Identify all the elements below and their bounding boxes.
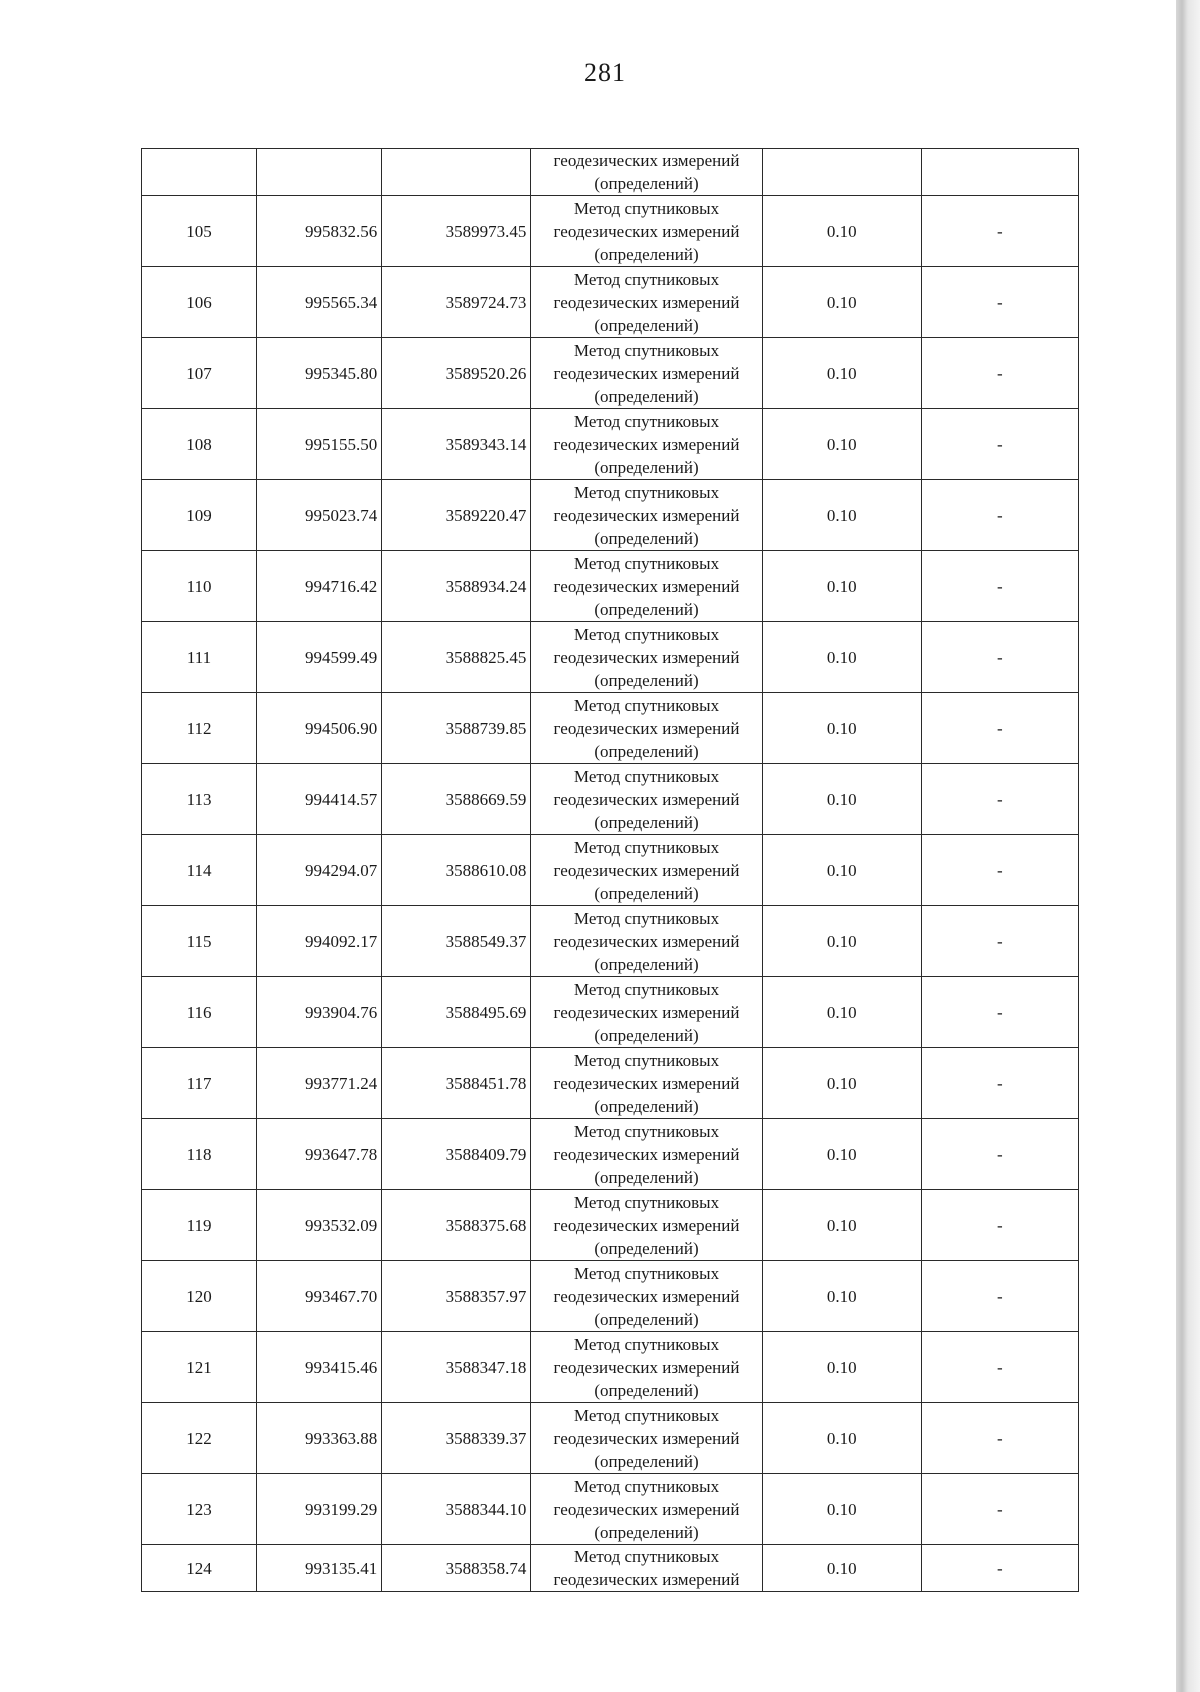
method-line: геодезических измерений	[553, 1073, 740, 1093]
cell-y: 3589520.26	[382, 338, 531, 409]
cell-y: 3588409.79	[382, 1119, 531, 1190]
method-line: (определений)	[594, 1309, 699, 1329]
cell-method	[531, 622, 762, 693]
cell-x: 993135.41	[257, 1545, 382, 1592]
cell-y: 3589220.47	[382, 480, 531, 551]
method-line: Метод спутниковых	[573, 1263, 720, 1283]
method-line: (определений)	[594, 741, 699, 761]
method-line: Метод спутниковых	[573, 766, 720, 786]
method-line: геодезических измерений	[553, 1215, 740, 1235]
method-line: (определений)	[594, 1380, 699, 1400]
table-row	[142, 196, 1079, 267]
method-line: Метод спутниковых	[573, 482, 720, 502]
table-row	[142, 977, 1079, 1048]
cell-point-number: 108	[142, 409, 257, 480]
cell-note: -	[921, 693, 1078, 764]
method-line: геодезических измерений	[553, 1144, 740, 1164]
cell-note: -	[921, 480, 1078, 551]
method-line: геодезических измерений	[553, 1357, 740, 1377]
cell-method	[531, 1545, 762, 1592]
cell-method	[531, 1474, 762, 1545]
cell-note: -	[921, 977, 1078, 1048]
cell-method	[531, 977, 762, 1048]
table-row	[142, 409, 1079, 480]
cell-method	[531, 480, 762, 551]
cell-note: -	[921, 196, 1078, 267]
cell-point-number: 119	[142, 1190, 257, 1261]
cell-x: 993647.78	[257, 1119, 382, 1190]
method-line: Метод спутниковых	[573, 1547, 720, 1566]
method-line: (определений)	[594, 174, 699, 193]
cell-accuracy: 0.10	[762, 551, 921, 622]
method-line: Метод спутниковых	[573, 837, 720, 857]
cell-method	[531, 149, 762, 196]
cell-accuracy: 0.10	[762, 764, 921, 835]
method-line: геодезических измерений	[553, 434, 740, 454]
method-line: Метод спутниковых	[573, 1405, 720, 1425]
table-row	[142, 1332, 1079, 1403]
table-row	[142, 1545, 1079, 1592]
method-line: геодезических измерений	[553, 505, 740, 525]
method-line: геодезических измерений	[553, 1428, 740, 1448]
cell-y: 3589973.45	[382, 196, 531, 267]
cell-method	[531, 1190, 762, 1261]
cell-y: 3588495.69	[382, 977, 531, 1048]
cell-x: 994716.42	[257, 551, 382, 622]
cell-accuracy: 0.10	[762, 1261, 921, 1332]
cell-method	[531, 338, 762, 409]
method-line: (определений)	[594, 1451, 699, 1471]
cell-accuracy: 0.10	[762, 693, 921, 764]
page-number: 281	[584, 58, 626, 87]
cell-point-number: 124	[142, 1545, 257, 1592]
cell-accuracy: 0.10	[762, 622, 921, 693]
cell-y: 3588934.24	[382, 551, 531, 622]
cell-method	[531, 906, 762, 977]
method-line: (определений)	[594, 954, 699, 974]
method-line: геодезических измерений	[553, 1286, 740, 1306]
table-row	[142, 1048, 1079, 1119]
method-line: (определений)	[594, 1167, 699, 1187]
table-row	[142, 622, 1079, 693]
cell-point-number: 109	[142, 480, 257, 551]
coordinates-table	[141, 148, 1079, 1592]
method-line: (определений)	[594, 812, 699, 832]
cell-accuracy: 0.10	[762, 835, 921, 906]
cell-y: 3588358.74	[382, 1545, 531, 1592]
cell-y: 3588669.59	[382, 764, 531, 835]
table-row	[142, 1119, 1079, 1190]
method-line: Метод спутниковых	[573, 553, 720, 573]
cell-accuracy: 0.10	[762, 977, 921, 1048]
cell-y: 3588339.37	[382, 1403, 531, 1474]
cell-x: 993363.88	[257, 1403, 382, 1474]
cell-x: 993532.09	[257, 1190, 382, 1261]
cell-accuracy: 0.10	[762, 196, 921, 267]
cell-accuracy: 0.10	[762, 1403, 921, 1474]
method-line: геодезических измерений	[553, 151, 740, 170]
method-line: геодезических измерений	[553, 1570, 740, 1589]
method-line: Метод спутниковых	[573, 198, 720, 218]
table-row	[142, 835, 1079, 906]
method-line: Метод спутниковых	[573, 1050, 720, 1070]
cell-accuracy: 0.10	[762, 1545, 921, 1592]
method-line: (определений)	[594, 1025, 699, 1045]
cell-point-number: 117	[142, 1048, 257, 1119]
table-row	[142, 338, 1079, 409]
continued-row	[142, 149, 1079, 196]
cell-x: 993199.29	[257, 1474, 382, 1545]
cell-point-number: 107	[142, 338, 257, 409]
cell-x: 993467.70	[257, 1261, 382, 1332]
cell-note: -	[921, 338, 1078, 409]
cell-method	[531, 409, 762, 480]
cell-note: -	[921, 1545, 1078, 1592]
method-line: геодезических измерений	[553, 1499, 740, 1519]
cell-accuracy: 0.10	[762, 1474, 921, 1545]
cell-y: 3588825.45	[382, 622, 531, 693]
cell-note: -	[921, 906, 1078, 977]
cell-note: -	[921, 1474, 1078, 1545]
method-line: Метод спутниковых	[573, 979, 720, 999]
method-line: геодезических измерений	[553, 718, 740, 738]
cell-y: 3588357.97	[382, 1261, 531, 1332]
cell-accuracy: 0.10	[762, 1190, 921, 1261]
cell-x: 994414.57	[257, 764, 382, 835]
method-line: (определений)	[594, 1522, 699, 1542]
cell-note: -	[921, 835, 1078, 906]
cell-point-number: 116	[142, 977, 257, 1048]
method-line: геодезических измерений	[553, 860, 740, 880]
cell-point-number: 112	[142, 693, 257, 764]
cell-x: 994506.90	[257, 693, 382, 764]
cell-point-number: 105	[142, 196, 257, 267]
cell-point-number	[142, 149, 257, 196]
method-line: (определений)	[594, 1096, 699, 1116]
cell-accuracy	[762, 149, 921, 196]
table-row	[142, 551, 1079, 622]
table-row	[142, 764, 1079, 835]
cell-method	[531, 1261, 762, 1332]
cell-point-number: 118	[142, 1119, 257, 1190]
method-line: геодезических измерений	[553, 292, 740, 312]
cell-point-number: 115	[142, 906, 257, 977]
method-line: геодезических измерений	[553, 789, 740, 809]
cell-note: -	[921, 1261, 1078, 1332]
cell-y: 3588610.08	[382, 835, 531, 906]
method-line: геодезических измерений	[553, 931, 740, 951]
cell-y: 3588347.18	[382, 1332, 531, 1403]
cell-point-number: 122	[142, 1403, 257, 1474]
cell-method	[531, 764, 762, 835]
cell-accuracy: 0.10	[762, 480, 921, 551]
method-line: Метод спутниковых	[573, 1121, 720, 1141]
cell-method	[531, 1403, 762, 1474]
method-line: Метод спутниковых	[573, 624, 720, 644]
cell-x: 993415.46	[257, 1332, 382, 1403]
method-line: Метод спутниковых	[573, 908, 720, 928]
method-line: геодезических измерений	[553, 363, 740, 383]
cell-point-number: 111	[142, 622, 257, 693]
method-line: геодезических измерений	[553, 221, 740, 241]
cell-method	[531, 835, 762, 906]
cell-accuracy: 0.10	[762, 1048, 921, 1119]
table-row	[142, 693, 1079, 764]
cell-x: 995155.50	[257, 409, 382, 480]
method-line: (определений)	[594, 670, 699, 690]
cell-point-number: 110	[142, 551, 257, 622]
method-line: (определений)	[594, 386, 699, 406]
cell-note: -	[921, 409, 1078, 480]
cell-accuracy: 0.10	[762, 267, 921, 338]
method-line: Метод спутниковых	[573, 695, 720, 715]
method-line: геодезических измерений	[553, 647, 740, 667]
cell-method	[531, 1048, 762, 1119]
cell-method	[531, 551, 762, 622]
cell-point-number: 106	[142, 267, 257, 338]
method-line: Метод спутниковых	[573, 1476, 720, 1496]
cell-x: 994599.49	[257, 622, 382, 693]
cell-y: 3589724.73	[382, 267, 531, 338]
cell-point-number: 123	[142, 1474, 257, 1545]
cell-y: 3588451.78	[382, 1048, 531, 1119]
coordinates-table-body	[142, 149, 1079, 1592]
cell-x: 995023.74	[257, 480, 382, 551]
cell-note	[921, 149, 1078, 196]
cell-accuracy: 0.10	[762, 338, 921, 409]
cell-accuracy: 0.10	[762, 409, 921, 480]
cell-accuracy: 0.10	[762, 1119, 921, 1190]
table-row	[142, 1474, 1079, 1545]
cell-method	[531, 693, 762, 764]
cell-note: -	[921, 622, 1078, 693]
cell-x: 994294.07	[257, 835, 382, 906]
cell-x: 993771.24	[257, 1048, 382, 1119]
method-line: (определений)	[594, 528, 699, 548]
cell-y	[382, 149, 531, 196]
cell-method	[531, 1332, 762, 1403]
cell-accuracy: 0.10	[762, 906, 921, 977]
cell-method	[531, 267, 762, 338]
cell-method	[531, 1119, 762, 1190]
method-line: Метод спутниковых	[573, 1192, 720, 1212]
cell-x: 995345.80	[257, 338, 382, 409]
cell-method	[531, 196, 762, 267]
cell-y: 3588549.37	[382, 906, 531, 977]
scanner-page-edge	[1176, 0, 1200, 1692]
cell-note: -	[921, 1048, 1078, 1119]
cell-note: -	[921, 764, 1078, 835]
cell-x: 995565.34	[257, 267, 382, 338]
method-line: Метод спутниковых	[573, 411, 720, 431]
table-row	[142, 906, 1079, 977]
table-row	[142, 267, 1079, 338]
cell-x: 993904.76	[257, 977, 382, 1048]
cell-y: 3588375.68	[382, 1190, 531, 1261]
cell-note: -	[921, 551, 1078, 622]
method-line: (определений)	[594, 457, 699, 477]
table-row	[142, 1261, 1079, 1332]
method-line: (определений)	[594, 1238, 699, 1258]
cell-x	[257, 149, 382, 196]
table-row	[142, 1403, 1079, 1474]
cell-note: -	[921, 1403, 1078, 1474]
method-line: Метод спутниковых	[573, 269, 720, 289]
cell-x: 994092.17	[257, 906, 382, 977]
method-line: (определений)	[594, 599, 699, 619]
cell-point-number: 120	[142, 1261, 257, 1332]
cell-note: -	[921, 1190, 1078, 1261]
cell-y: 3588344.10	[382, 1474, 531, 1545]
cell-note: -	[921, 267, 1078, 338]
cell-point-number: 114	[142, 835, 257, 906]
cell-point-number: 113	[142, 764, 257, 835]
table-row	[142, 480, 1079, 551]
cell-y: 3589343.14	[382, 409, 531, 480]
method-line: (определений)	[594, 883, 699, 903]
cell-note: -	[921, 1332, 1078, 1403]
method-line: Метод спутниковых	[573, 340, 720, 360]
method-line: геодезических измерений	[553, 1002, 740, 1022]
method-line: (определений)	[594, 315, 699, 335]
table-row	[142, 1190, 1079, 1261]
cell-point-number: 121	[142, 1332, 257, 1403]
method-line: Метод спутниковых	[573, 1334, 720, 1354]
cell-accuracy: 0.10	[762, 1332, 921, 1403]
method-line: (определений)	[594, 244, 699, 264]
method-line: геодезических измерений	[553, 576, 740, 596]
cell-note: -	[921, 1119, 1078, 1190]
cell-x: 995832.56	[257, 196, 382, 267]
cell-y: 3588739.85	[382, 693, 531, 764]
